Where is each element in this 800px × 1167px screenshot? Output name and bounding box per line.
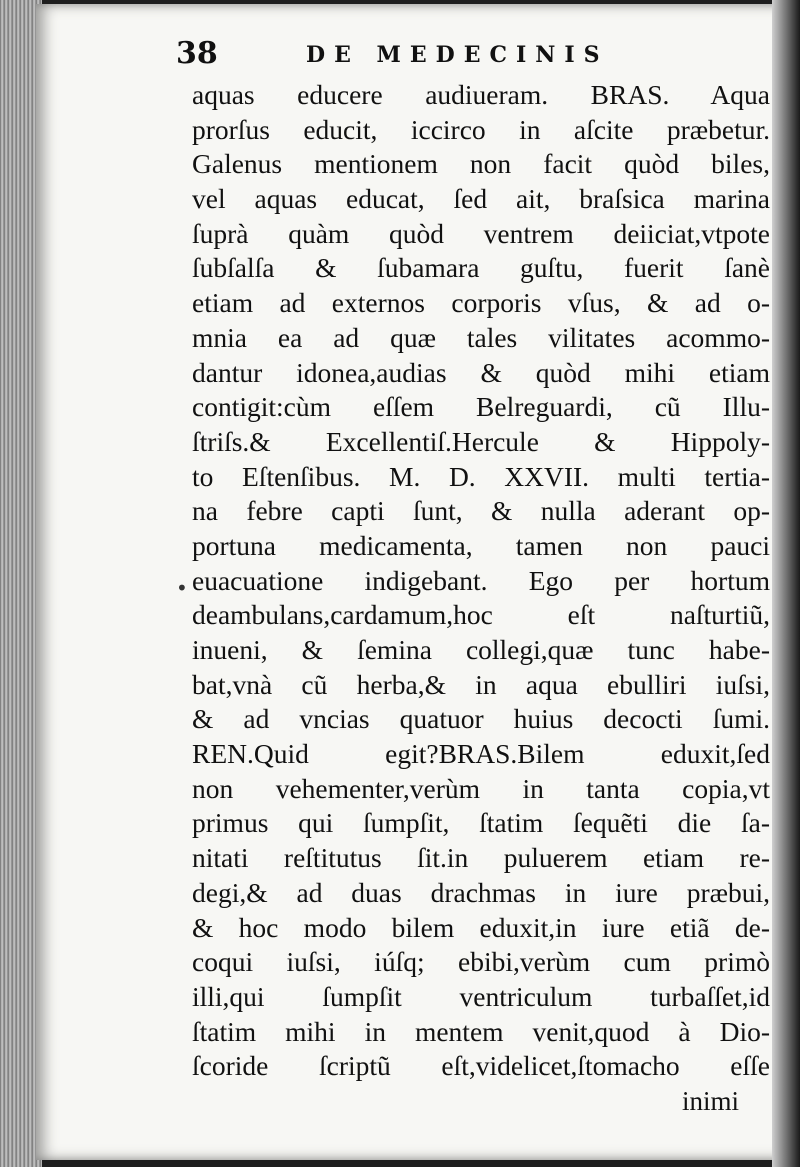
text-line: coqui iuſsi, iúſq; ebibi,verùm cum primò <box>192 946 770 978</box>
text-line: deambulans,cardamum,hoc eſt naſturtiũ, <box>192 599 770 631</box>
margin-mark: • <box>176 576 188 600</box>
text-line: ſtatim mihi in mentem venit,quod à Dio- <box>192 1015 770 1047</box>
page-header <box>176 34 656 78</box>
text-line: nitati reſtitutus ſit.in puluerem etiam re- <box>192 842 770 874</box>
text-line: vel aquas educat, ſed ait, braſsica marina <box>192 183 770 215</box>
text-line: na febre capti ſunt, & nulla aderant op- <box>192 495 770 527</box>
text-line: inueni, & ſemina collegi,quæ tunc habe- <box>192 634 770 665</box>
text-line: ſuprà quàm quòd ventrem deiiciat,vtpote <box>192 217 770 249</box>
text-line: ſtriſs.& Excellentiſ.Hercule & Hippoly- <box>192 425 770 457</box>
text-line: primus qui ſumpſit, ſtatim ſequẽti die ſa- <box>192 807 770 839</box>
text-line: prorſus educit, iccirco in aſcite præbetur. <box>192 113 770 145</box>
text-line: Galenus mentionem non facit quòd biles, <box>192 148 770 180</box>
text-line: & hoc modo bilem eduxit,in iure etiã de- <box>192 911 770 943</box>
text-line: portuna medicamenta, tamen non pauci <box>192 529 770 561</box>
page-edge-shadow <box>772 0 800 1167</box>
text-line: aquas educere audiueram. BRAS. Aqua <box>192 79 770 110</box>
text-line: euacuatione indigebant. Ego per hortum <box>192 564 770 596</box>
text-line: dantur idonea,audias & quòd mihi etiam <box>192 356 770 388</box>
text-line: mnia ea ad quæ tales vilitates acommo- <box>192 321 770 353</box>
body-text <box>192 78 770 1084</box>
text-line: to Eſtenſibus. M. D. XXVII. multi tertia- <box>192 460 770 492</box>
text-line: etiam ad externos corporis vſus, & ad o- <box>192 287 770 319</box>
text-line: ſubſalſa & ſubamara guſtu, fuerit ſanè <box>192 252 770 284</box>
text-line: non vehementer,verùm in tanta copia,vt <box>192 772 770 804</box>
catchword: inimi <box>682 1086 740 1116</box>
text-line: degi,& ad duas drachmas in iure præbui, <box>192 876 770 908</box>
text-line: ſcoride ſcriptũ eſt,videlicet,ſtomacho eſſe <box>192 1050 770 1082</box>
text-line: contigit:cùm eſſem Belreguardi, cũ Illu- <box>192 391 770 423</box>
text-line: REN.Quid egit?BRAS.Bilem eduxit,ſed <box>192 738 770 770</box>
text-line: bat,vnà cũ herba,& in aqua ebulliri iuſsi, <box>192 668 770 700</box>
page-number: 38 <box>176 36 218 71</box>
running-title: DE MEDECINIS <box>306 42 609 68</box>
text-line: & ad vncias quatuor huius decocti ſumi. <box>192 703 770 735</box>
text-line: illi,qui ſumpſit ventriculum turbaſſet,id <box>192 980 770 1012</box>
